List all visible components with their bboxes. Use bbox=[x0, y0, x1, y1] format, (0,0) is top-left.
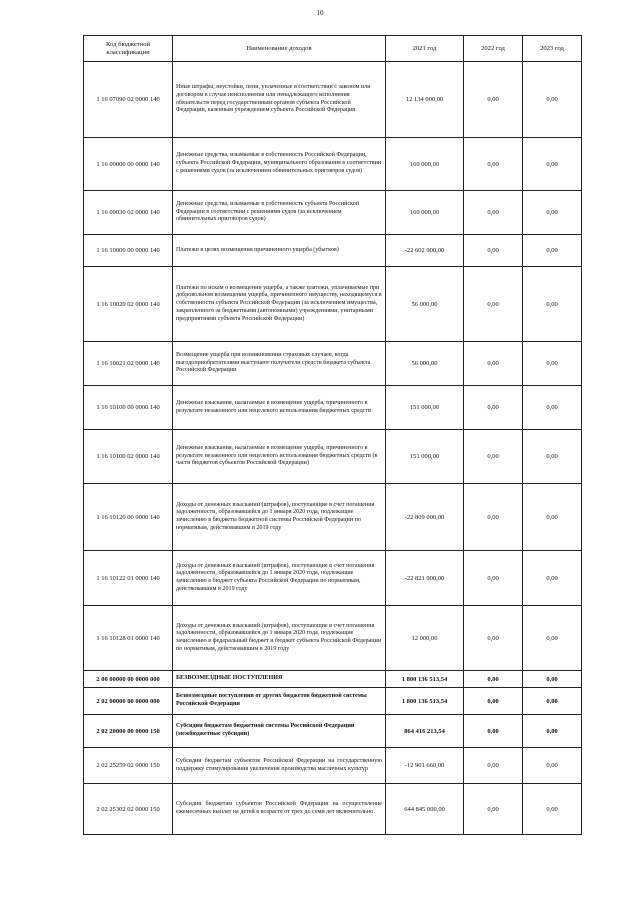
value-2022-cell: 0,00 bbox=[464, 342, 523, 386]
table-row bbox=[84, 715, 582, 748]
value-2023-cell: 0,00 bbox=[523, 386, 582, 430]
table-row bbox=[84, 62, 582, 138]
header-2021: 2021 год bbox=[386, 36, 464, 62]
code-cell: 1 16 10020 02 0000 140 bbox=[84, 267, 173, 342]
code-cell: 1 16 07090 02 0000 140 bbox=[84, 62, 173, 138]
code-cell: 1 16 10128 01 0000 140 bbox=[84, 606, 173, 671]
value-2022-cell: 0,00 bbox=[464, 688, 523, 715]
code-cell: 1 16 10000 00 0000 140 bbox=[84, 235, 173, 267]
code-cell: 1 16 09000 00 0000 140 bbox=[84, 138, 173, 191]
value-2023-cell: 0,00 bbox=[523, 715, 582, 748]
value-2021-cell: 1 800 136 513,54 bbox=[386, 688, 464, 715]
value-2023-cell: 0,00 bbox=[523, 606, 582, 671]
value-2022-cell: 0,00 bbox=[464, 606, 523, 671]
name-cell: Денежные средства, изымаемые в собственность субъекта Российской Федерации в соответствии с решениями судов (за исключением обвинительных приговоров судов) bbox=[173, 191, 386, 235]
name-cell: Субсидии бюджетам бюджетной системы Российской Федерации (межбюджетные субсидии) bbox=[173, 715, 386, 748]
table-header-row bbox=[84, 36, 582, 62]
header-code: Код бюджетной классификации bbox=[84, 36, 173, 62]
header-name: Наименование доходов bbox=[173, 36, 386, 62]
name-cell: Платежи по искам о возмещении ущерба, а также платежи, уплачиваемые при добровольном возмещении ущерба, причиненного имуществу, находящемуся в собственности субъекта Российской Федерации (за исключением имущества, закрепленного за бюджетными (автономными) учреждениями, унитарными предприятиями субъекта Российской Федерации) bbox=[173, 267, 386, 342]
name-cell: Возмещение ущерба при возникновении страховых случаев, когда выгодоприобретателями выступают получатели средств бюджета субъекта Российской Федерации bbox=[173, 342, 386, 386]
code-cell: 1 16 10021 02 0000 140 bbox=[84, 342, 173, 386]
code-cell: 2 02 25259 02 0000 150 bbox=[84, 748, 173, 784]
table-row bbox=[84, 784, 582, 835]
value-2021-cell: 151 000,00 bbox=[386, 386, 464, 430]
name-cell: Денежные взыскания, налагаемые в возмещение ущерба, причиненного в результате незаконного или нецелевого использования бюджетных средств bbox=[173, 386, 386, 430]
value-2023-cell: 0,00 bbox=[523, 688, 582, 715]
value-2023-cell: 0,00 bbox=[523, 551, 582, 606]
value-2023-cell: 0,00 bbox=[523, 342, 582, 386]
code-cell: 1 16 09030 02 0000 140 bbox=[84, 191, 173, 235]
value-2022-cell: 0,00 bbox=[464, 484, 523, 551]
value-2022-cell: 0,00 bbox=[464, 235, 523, 267]
value-2021-cell: -22 809 000,00 bbox=[386, 484, 464, 551]
table-row bbox=[84, 606, 582, 671]
name-cell: БЕЗВОЗМЕЗДНЫЕ ПОСТУПЛЕНИЯ bbox=[173, 671, 386, 688]
value-2021-cell: 56 000,00 bbox=[386, 342, 464, 386]
value-2021-cell: 160 000,00 bbox=[386, 138, 464, 191]
value-2023-cell: 0,00 bbox=[523, 138, 582, 191]
value-2023-cell: 0,00 bbox=[523, 671, 582, 688]
value-2022-cell: 0,00 bbox=[464, 138, 523, 191]
value-2021-cell: -22 821 000,00 bbox=[386, 551, 464, 606]
value-2023-cell: 0,00 bbox=[523, 484, 582, 551]
value-2021-cell: 56 000,00 bbox=[386, 267, 464, 342]
name-cell: Субсидии бюджетам субъектов Российской Федерации на осуществление ежемесячных выплат на детей в возрасте от трех до семи лет включительно bbox=[173, 784, 386, 835]
name-cell: Доходы от денежных взысканий (штрафов), поступающие в счет погашения задолженности, образовавшейся до 1 января 2020 года, подлежащие зачислению в федеральный бюджет и бюджет субъекта Российской Федерации по нормативам, действовавшим в 2019 году bbox=[173, 606, 386, 671]
table-body bbox=[84, 62, 582, 835]
value-2023-cell: 0,00 bbox=[523, 62, 582, 138]
value-2023-cell: 0,00 bbox=[523, 784, 582, 835]
value-2023-cell: 0,00 bbox=[523, 267, 582, 342]
table-row bbox=[84, 688, 582, 715]
value-2022-cell: 0,00 bbox=[464, 551, 523, 606]
name-cell: Доходы от денежных взысканий (штрафов), поступающие в счет погашения задолженности, образовавшейся до 1 января 2020 года, подлежащие зачислению в бюджет субъекта Российской Федерации по нормативам, действовавшим в 2019 году bbox=[173, 551, 386, 606]
header-2022: 2022 год bbox=[464, 36, 523, 62]
table-row bbox=[84, 138, 582, 191]
code-cell: 1 16 10100 00 0000 140 bbox=[84, 386, 173, 430]
value-2022-cell: 0,00 bbox=[464, 715, 523, 748]
value-2021-cell: 864 416 213,54 bbox=[386, 715, 464, 748]
value-2021-cell: 12 000,00 bbox=[386, 606, 464, 671]
table-row bbox=[84, 386, 582, 430]
name-cell: Иные штрафы, неустойки, пени, уплаченные в соответствии с законом или договором в случае неисполнения или ненадлежащего исполнения обязательств перед государственным органом субъекта Российской Федерации, казенным учреждением субъекта Российской Федерации bbox=[173, 62, 386, 138]
value-2021-cell: 644 845 000,00 bbox=[386, 784, 464, 835]
name-cell: Безвозмездные поступления от других бюджетов бюджетной системы Российской Федерации bbox=[173, 688, 386, 715]
value-2023-cell: 0,00 bbox=[523, 235, 582, 267]
value-2021-cell: 151 000,00 bbox=[386, 430, 464, 484]
value-2022-cell: 0,00 bbox=[464, 671, 523, 688]
table-row bbox=[84, 235, 582, 267]
code-cell: 1 16 10120 00 0000 140 bbox=[84, 484, 173, 551]
code-cell: 2 02 00000 00 0000 000 bbox=[84, 688, 173, 715]
value-2021-cell: 160 000,00 bbox=[386, 191, 464, 235]
table-row bbox=[84, 551, 582, 606]
name-cell: Субсидии бюджетам субъектов Российской Федерации на государственную поддержку стимулирования увеличения производства масличных культур bbox=[173, 748, 386, 784]
value-2022-cell: 0,00 bbox=[464, 430, 523, 484]
page-number: 10 bbox=[316, 9, 324, 17]
code-cell: 2 00 00000 00 0000 000 bbox=[84, 671, 173, 688]
name-cell: Денежные взыскания, налагаемые в возмещение ущерба, причиненного в результате незаконного или нецелевого использования бюджетных средств (в части бюджетов субъектов Российской Федерации) bbox=[173, 430, 386, 484]
value-2022-cell: 0,00 bbox=[464, 267, 523, 342]
table-row bbox=[84, 484, 582, 551]
value-2023-cell: 0,00 bbox=[523, 430, 582, 484]
name-cell: Платежи в целях возмещения причиненного ущерба (убытков) bbox=[173, 235, 386, 267]
revenue-table bbox=[83, 35, 582, 835]
table-row bbox=[84, 430, 582, 484]
value-2023-cell: 0,00 bbox=[523, 748, 582, 784]
value-2021-cell: -22 602 000,00 bbox=[386, 235, 464, 267]
table-row bbox=[84, 748, 582, 784]
code-cell: 1 16 10122 01 0000 140 bbox=[84, 551, 173, 606]
value-2022-cell: 0,00 bbox=[464, 784, 523, 835]
code-cell: 2 02 25302 02 0000 150 bbox=[84, 784, 173, 835]
value-2023-cell: 0,00 bbox=[523, 191, 582, 235]
code-cell: 1 16 10100 02 0000 140 bbox=[84, 430, 173, 484]
header-2023: 2023 год bbox=[523, 36, 582, 62]
value-2021-cell: 1 800 136 513,54 bbox=[386, 671, 464, 688]
value-2021-cell: 12 134 000,00 bbox=[386, 62, 464, 138]
value-2022-cell: 0,00 bbox=[464, 748, 523, 784]
table-row bbox=[84, 671, 582, 688]
value-2022-cell: 0,00 bbox=[464, 386, 523, 430]
value-2021-cell: -12 901 660,00 bbox=[386, 748, 464, 784]
table-row bbox=[84, 191, 582, 235]
table-row bbox=[84, 342, 582, 386]
value-2022-cell: 0,00 bbox=[464, 191, 523, 235]
name-cell: Доходы от денежных взысканий (штрафов), поступающие в счет погашения задолженности, образовавшейся до 1 января 2020 года, подлежащие зачислению в бюджеты бюджетной системы Российской Федерации по нормативам, действовавшим в 2019 году bbox=[173, 484, 386, 551]
name-cell: Денежные средства, изымаемые в собственность Российской Федерации, субъекта Российской Федерации, муниципального образования в соответствии с решениями судов (за исключением обвинительных приговоров судов) bbox=[173, 138, 386, 191]
value-2022-cell: 0,00 bbox=[464, 62, 523, 138]
code-cell: 2 02 20000 00 0000 150 bbox=[84, 715, 173, 748]
table-row bbox=[84, 267, 582, 342]
